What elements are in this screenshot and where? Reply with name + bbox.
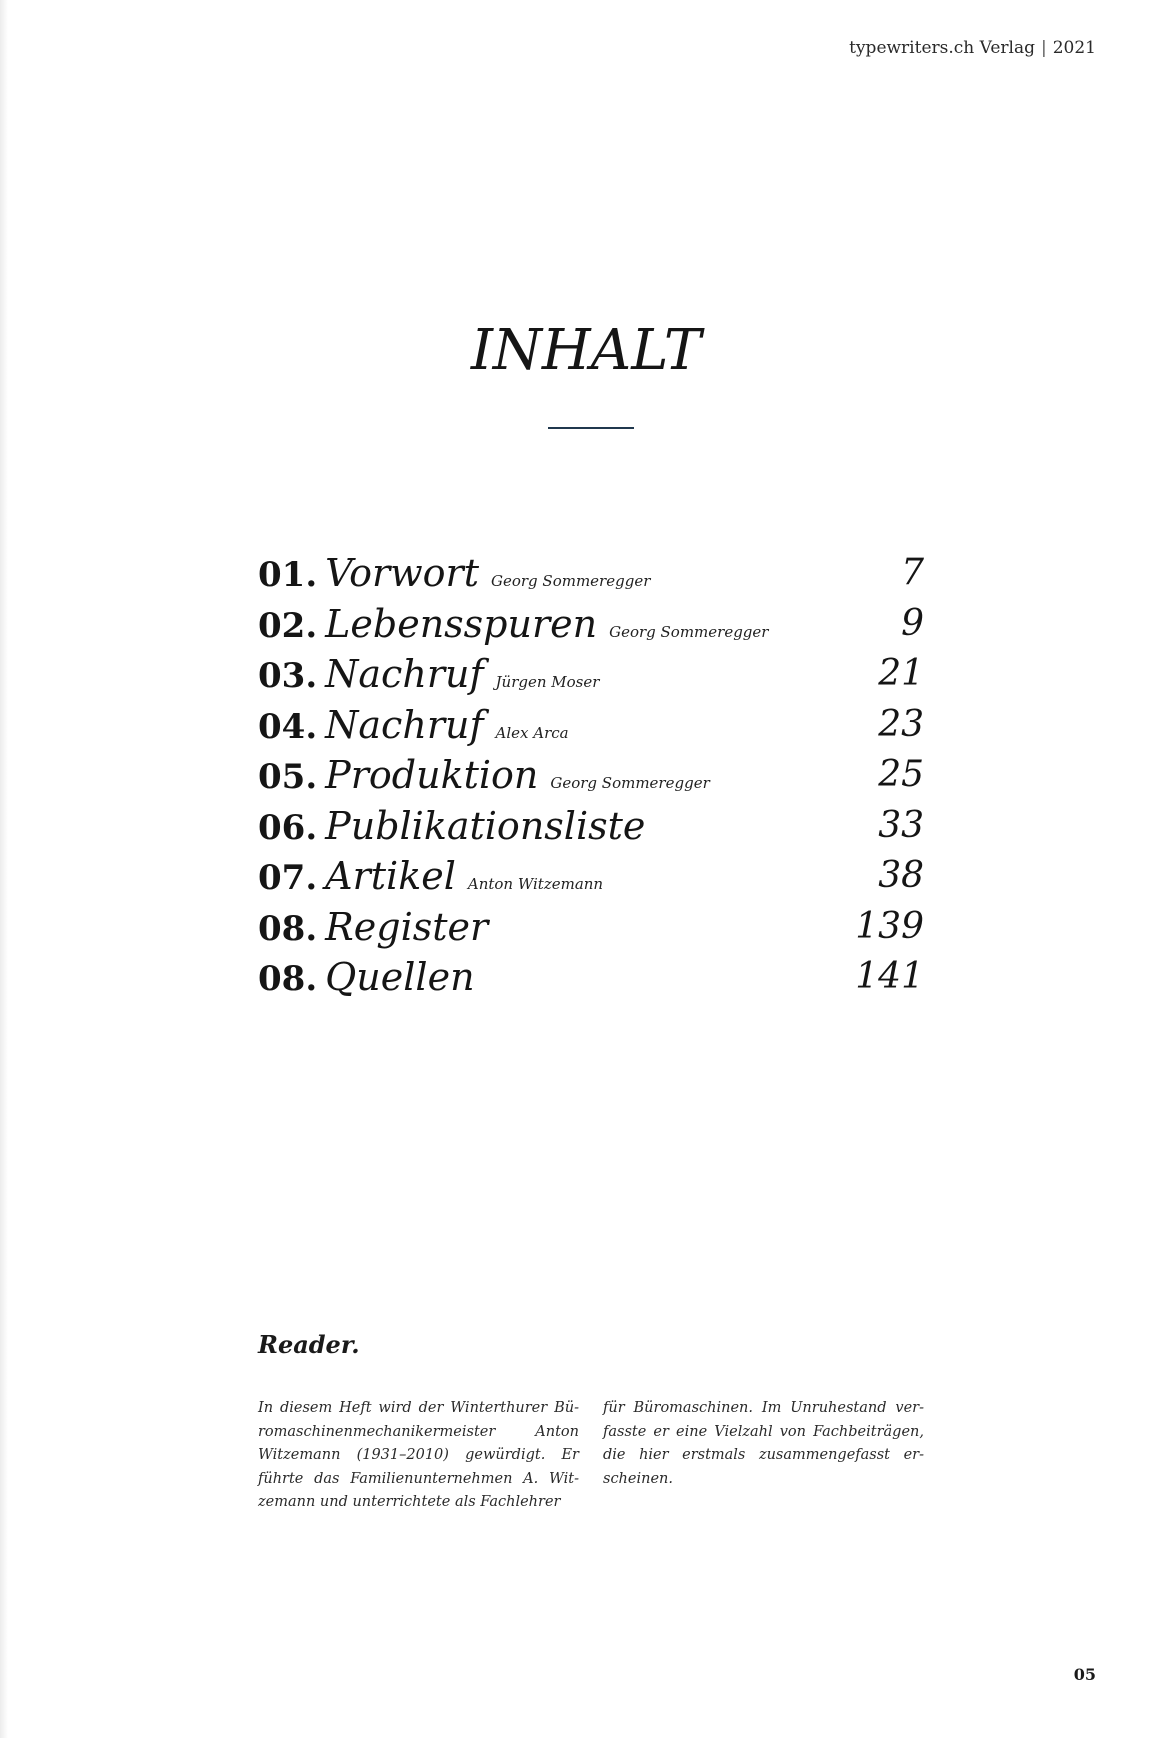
- toc-entry-number: 08.: [258, 959, 318, 999]
- toc-entry-number: 08.: [258, 908, 318, 949]
- reader-heading: Reader.: [258, 1330, 360, 1359]
- reader-text-column-2: für Büromaschinen. Im Unruhestand verfasste er eine Vielzahl von Fachbeiträgen, die hier erstmals zusammengefasst erscheinen.: [603, 1400, 924, 1487]
- publisher-name: typewriters.ch Verlag: [849, 38, 1035, 58]
- header-separator: |: [1041, 38, 1047, 58]
- toc-entry-author: Anton Witzemann: [467, 875, 604, 893]
- title-divider: [548, 427, 634, 429]
- toc-entry[interactable]: [258, 548, 924, 599]
- toc-entry[interactable]: [258, 801, 924, 852]
- toc-entry[interactable]: [258, 750, 924, 801]
- running-header: [849, 38, 1096, 58]
- toc-entry-author: Georg Sommeregger: [491, 572, 651, 590]
- reader-text-column-1: In diesem Heft wird der Winterthurer Büromaschinenmechanikermeister Anton Witzemann (1931–2010) gewürdigt. Er führte das Familienunternehmen A. Witzemann und unterrichtete als Fachlehrer: [258, 1400, 579, 1510]
- toc-entry-title: Nachruf: [325, 652, 484, 696]
- toc-entry-number: 01.: [258, 555, 318, 595]
- toc-entry-page: 38: [878, 855, 924, 896]
- toc-entry-number: 04.: [258, 706, 318, 747]
- toc-entry-author: Georg Sommeregger: [550, 774, 710, 792]
- page-edge: [0, 0, 8, 1738]
- toc-entry-author: Jürgen Moser: [495, 673, 600, 691]
- toc-entry-page: 23: [878, 703, 924, 745]
- toc-entry-number: 06.: [258, 807, 318, 848]
- toc-entry-number: 03.: [258, 656, 318, 696]
- toc-entry-page: 7: [901, 552, 924, 593]
- toc-entry-author: Alex Arca: [495, 723, 569, 742]
- toc-entry[interactable]: [258, 700, 924, 751]
- table-of-contents: [258, 548, 924, 1003]
- toc-entry-page: 141: [855, 956, 924, 997]
- toc-entry-author: Georg Sommeregger: [609, 622, 769, 641]
- toc-entry-page: 25: [878, 754, 924, 795]
- toc-entry[interactable]: [258, 902, 924, 953]
- toc-entry-title: Publikationsliste: [325, 803, 646, 848]
- toc-entry[interactable]: [258, 599, 924, 650]
- toc-entry-page: 9: [901, 602, 924, 644]
- toc-entry-title: Quellen: [325, 955, 475, 999]
- toc-entry-title: Artikel: [325, 854, 456, 898]
- toc-entry-title: Lebensspuren: [325, 601, 598, 646]
- toc-entry-page: 33: [878, 804, 924, 846]
- toc-entry-title: Vorwort: [325, 551, 479, 595]
- toc-entry-number: 05.: [258, 757, 318, 797]
- toc-entry-title: Produktion: [325, 753, 539, 797]
- toc-entry[interactable]: [258, 851, 924, 902]
- toc-entry-title: Register: [325, 904, 489, 949]
- toc-entry-page: 21: [878, 653, 924, 694]
- toc-entry[interactable]: [258, 649, 924, 700]
- page-number: 05: [1073, 1665, 1096, 1684]
- toc-entry[interactable]: [258, 952, 924, 1003]
- toc-entry-number: 07.: [258, 858, 318, 898]
- toc-entry-page: 139: [855, 905, 924, 947]
- toc-entry-title: Nachruf: [325, 702, 484, 747]
- publication-year: 2021: [1052, 38, 1096, 58]
- toc-entry-number: 02.: [258, 605, 318, 646]
- page-title: INHALT: [470, 318, 702, 383]
